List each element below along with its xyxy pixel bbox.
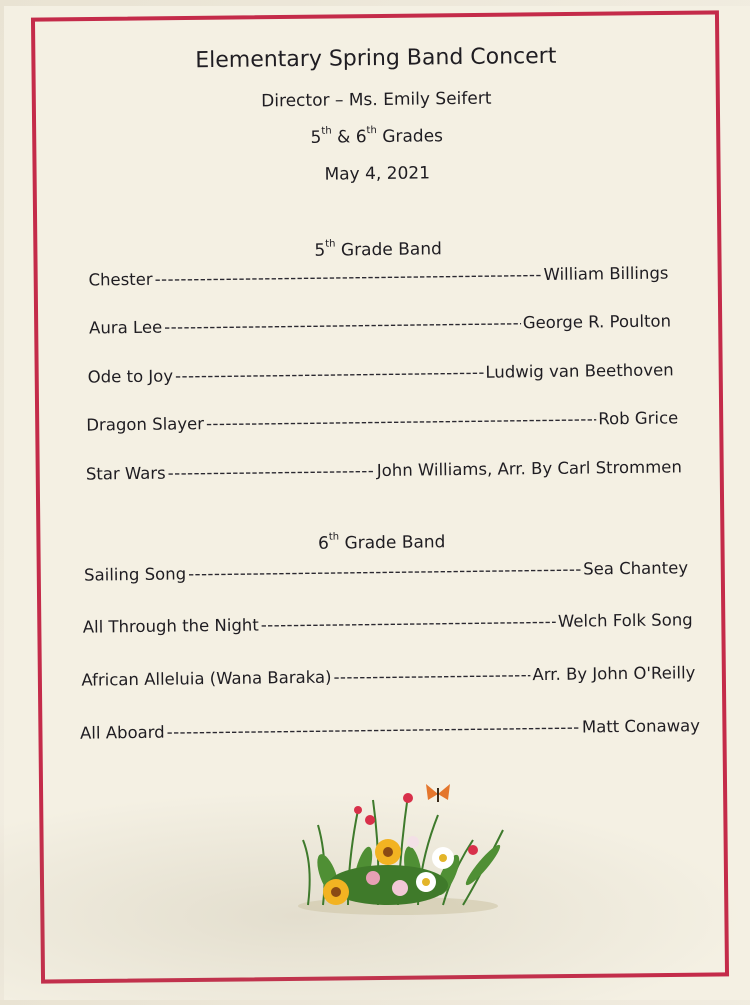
piece-composer: Rob Grice — [598, 408, 679, 429]
piece-composer: Welch Folk Song — [557, 610, 693, 631]
section-heading-5th-grade: 5th Grade Band — [314, 238, 442, 261]
piece-title: Dragon Slayer — [86, 414, 205, 435]
piece-composer: Matt Conaway — [581, 716, 701, 737]
piece-title: Star Wars — [85, 463, 166, 484]
piece-title: Ode to Joy — [87, 366, 174, 387]
piece-title: All Aboard — [79, 722, 165, 743]
dot-leader — [206, 409, 597, 433]
program-row — [88, 263, 668, 289]
piece-composer: Sea Chantey — [583, 558, 689, 579]
piece-title: Chester — [88, 269, 153, 290]
program-row — [83, 610, 693, 636]
dot-leader — [188, 560, 581, 584]
piece-composer: William Billings — [543, 263, 669, 284]
piece-title: African Alleluia (Wana Baraka) — [81, 667, 332, 690]
piece-composer: Arr. By John O'Reilly — [532, 663, 696, 685]
program-row — [84, 558, 688, 584]
program-row — [89, 311, 671, 337]
program-row — [80, 716, 700, 743]
dot-leader — [164, 313, 521, 336]
piece-composer: George R. Poulton — [522, 311, 672, 333]
grades-line: 5th & 6th Grades — [310, 125, 444, 148]
piece-composer: Ludwig van Beethoven — [485, 360, 674, 382]
concert-date: May 4, 2021 — [324, 163, 431, 185]
program-row — [86, 457, 682, 483]
dot-leader — [175, 363, 484, 386]
section-heading-6th-grade: 6th Grade Band — [317, 531, 446, 554]
program-row — [88, 360, 674, 386]
dot-leader — [261, 612, 556, 635]
dot-leader — [168, 461, 375, 483]
dot-leader — [333, 665, 530, 686]
dot-leader — [167, 718, 580, 742]
flowers-butterfly-icon — [288, 770, 518, 920]
piece-composer: John Williams, Arr. By Carl Strommen — [376, 457, 682, 481]
piece-title: Aura Lee — [88, 317, 163, 338]
program-row — [81, 663, 695, 689]
piece-title: Sailing Song — [84, 564, 187, 585]
concert-title: Elementary Spring Band Concert — [195, 43, 557, 74]
program-row — [86, 408, 678, 434]
dot-leader — [155, 265, 542, 289]
director-line: Director – Ms. Emily Seifert — [261, 88, 492, 112]
piece-title: All Through the Night — [82, 615, 259, 637]
